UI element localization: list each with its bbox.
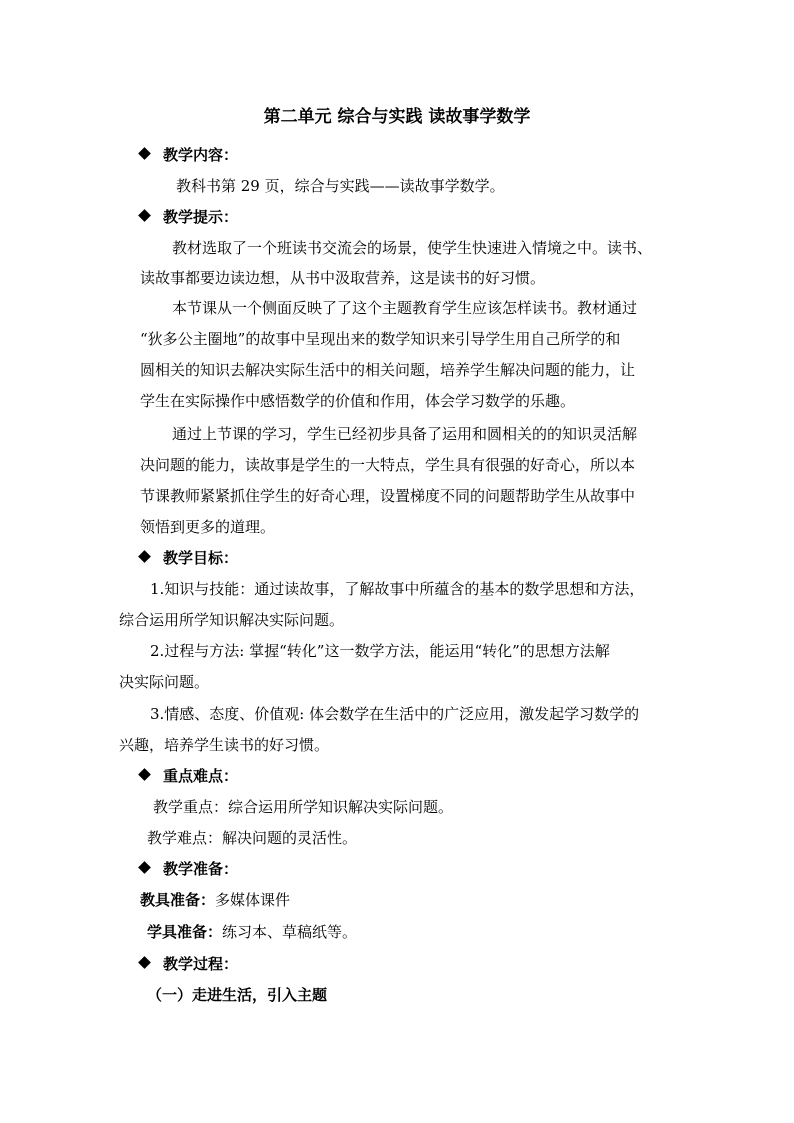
prep-teacher-value: 多媒体课件 xyxy=(215,891,291,909)
goals-line: 兴趣，培养学生读书的好习惯。 xyxy=(119,736,330,754)
goals-line: 综合运用所学知识解决实际问题。 xyxy=(119,611,345,629)
tips-line: “狄多公主圈地”的故事中呈现出来的数学知识来引导学生用自己所学的和 xyxy=(140,330,621,348)
goals-line: 1.知识与技能：通过读故事，了解故事中所蕴含的基本的数学思想和方法， xyxy=(150,580,645,598)
tips-line: 读故事都要边读边想，从书中汲取营养，这是读书的好习惯。 xyxy=(140,269,546,287)
heading-prep: 教学准备： xyxy=(140,859,238,879)
tips-line: 圆相关的知识去解决实际生活中的相关问题，培养学生解决问题的能力，让 xyxy=(140,361,636,379)
tips-line: 决问题的能力，读故事是学生的一大特点，学生具有很强的好奇心，所以本 xyxy=(140,456,636,474)
heading-content: 教学内容： xyxy=(140,145,238,165)
heading-goals: 教学目标： xyxy=(140,548,238,568)
goals-line: 2.过程与方法: 掌握“转化”这一数学方法，能运用“转化”的思想方法解 xyxy=(150,642,610,660)
process-step-1: （一）走进生活，引入主题 xyxy=(147,986,328,1004)
goals-line: 决实际问题。 xyxy=(119,673,210,691)
keypoint-line: 教学重点：综合运用所学知识解决实际问题。 xyxy=(153,798,454,816)
prep-teacher-line xyxy=(140,890,290,910)
prep-student-line xyxy=(147,922,357,942)
document-title: 第二单元 综合与实践 读故事学数学 xyxy=(263,107,531,127)
prep-teacher-label: 教具准备： xyxy=(140,891,216,909)
keypoint-line: 教学难点：解决问题的灵活性。 xyxy=(147,829,358,847)
prep-student-label: 学具准备： xyxy=(147,923,223,941)
diamond-bullet-icon xyxy=(138,861,151,874)
tips-line: 本节课从一个侧面反映了了这个主题教育学生应该怎样读书。教材通过 xyxy=(172,299,638,317)
heading-tips: 教学提示： xyxy=(140,207,238,227)
diamond-bullet-icon xyxy=(138,768,151,781)
diamond-bullet-icon xyxy=(138,550,151,563)
prep-student-value: 练习本、草稿纸等。 xyxy=(222,923,358,941)
tips-line: 领悟到更多的道理。 xyxy=(140,518,276,536)
content-line: 教科书第 29 页，综合与实践——读故事学数学。 xyxy=(176,177,505,195)
heading-keypoints: 重点难点： xyxy=(140,766,238,786)
diamond-bullet-icon xyxy=(138,209,151,222)
heading-process: 教学过程： xyxy=(140,954,238,974)
goals-line: 3.情感、态度、价值观: 体会数学在生活中的广泛应用，激发起学习数学的 xyxy=(150,705,640,723)
tips-line: 通过上节课的学习，学生已经初步具备了运用和圆相关的的知识灵活解 xyxy=(172,425,638,443)
tips-line: 教材选取了一个班读书交流会的场景，使学生快速进入情境之中。读书、 xyxy=(172,239,653,257)
diamond-bullet-icon xyxy=(138,147,151,160)
diamond-bullet-icon xyxy=(138,956,151,969)
tips-line: 节课教师紧紧抓住学生的好奇心理，设置梯度不同的问题帮助学生从故事中 xyxy=(140,487,636,505)
tips-line: 学生在实际操作中感悟数学的价值和作用，体会学习数学的乐趣。 xyxy=(140,392,576,410)
